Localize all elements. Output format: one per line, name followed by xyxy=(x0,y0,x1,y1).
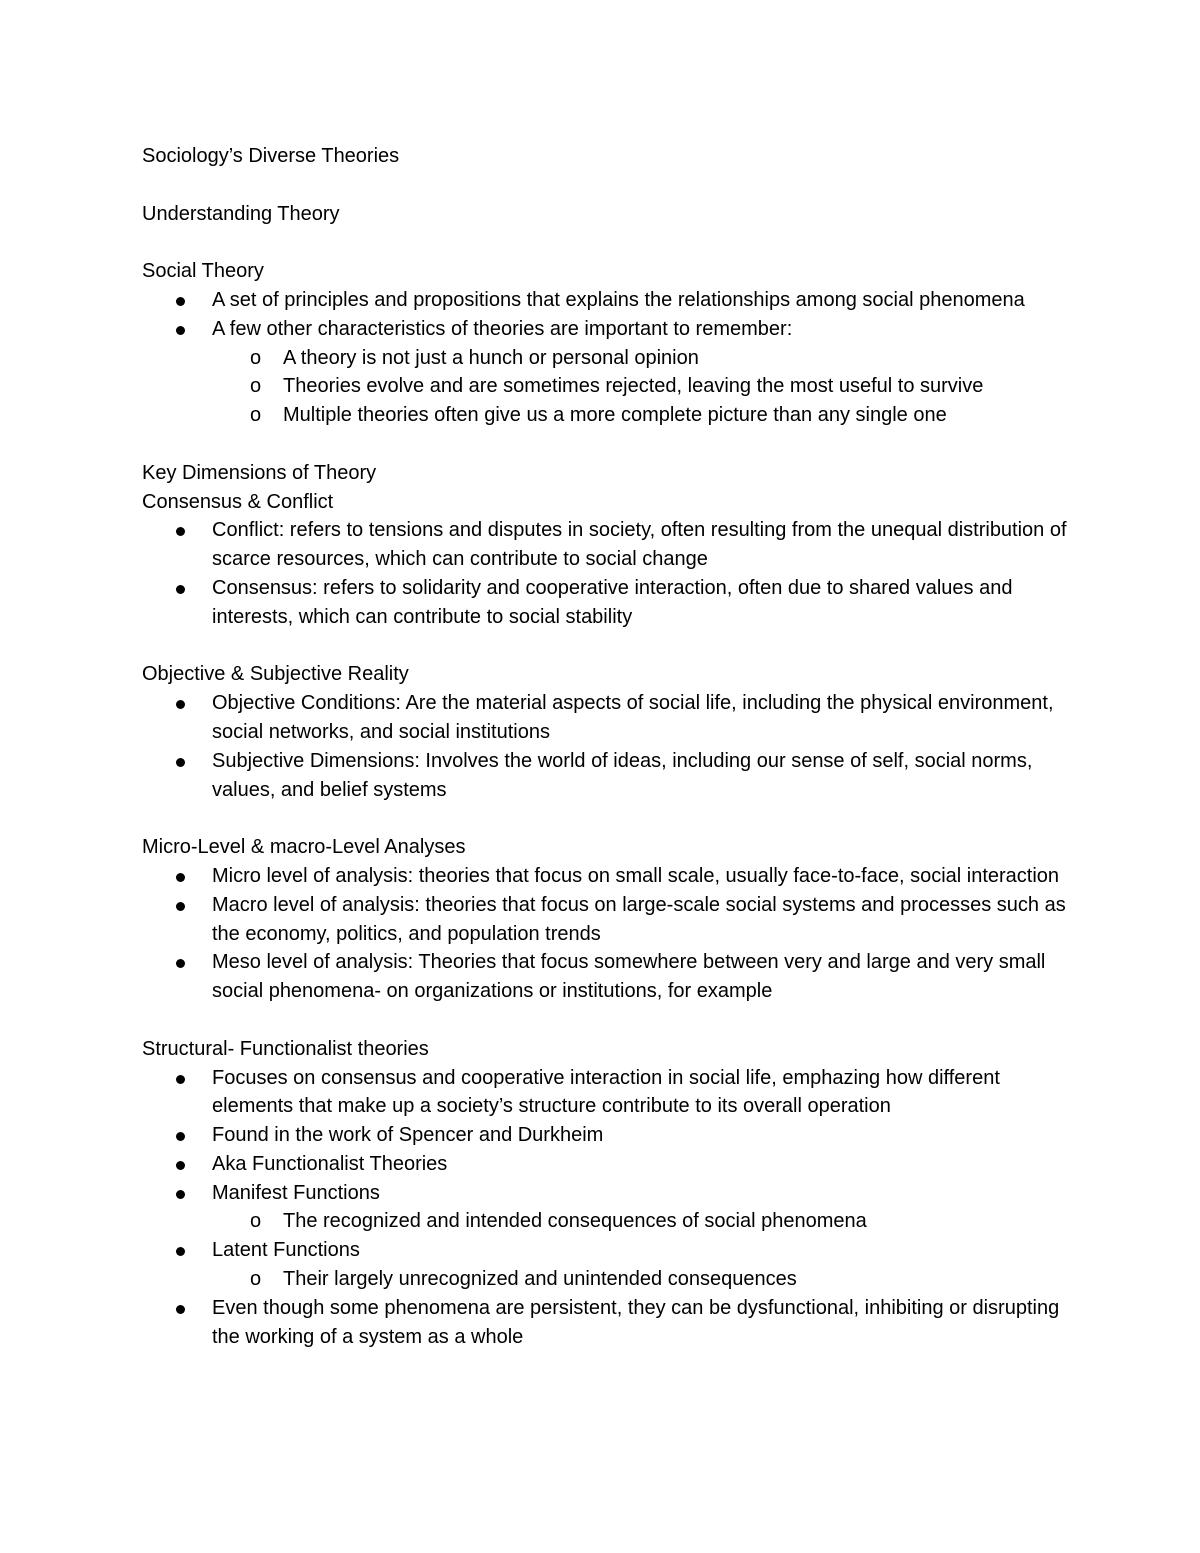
bullet-icon xyxy=(176,902,185,911)
list-item xyxy=(142,1179,1072,1208)
sub-list-item xyxy=(142,372,1072,401)
spacer xyxy=(142,632,1072,661)
bullet-icon xyxy=(176,758,185,767)
bullet-icon xyxy=(176,700,185,709)
list-item-text: Aka Functionalist Theories xyxy=(212,1152,448,1175)
list-item xyxy=(142,315,1072,344)
list-item-text: Micro level of analysis: theories that focus on small scale, usually face-to-face, social interaction xyxy=(212,864,1060,887)
list-item-text: Manifest Functions xyxy=(212,1181,380,1204)
section-heading-key-dimensions: Key Dimensions of Theory xyxy=(142,461,377,484)
list-item xyxy=(142,1150,1072,1179)
list-item xyxy=(142,516,1072,574)
sub-list-item xyxy=(142,1207,1072,1236)
bullet-icon xyxy=(176,1132,185,1141)
list-item xyxy=(142,1294,1072,1352)
document-subtitle: Understanding Theory xyxy=(142,202,340,225)
list-item xyxy=(142,948,1072,1006)
bullet-icon xyxy=(176,326,185,335)
document-page xyxy=(142,142,1072,1351)
list-item-text: Consensus: refers to solidarity and cooperative interaction, often due to shared values and interests, which can contribute to social stability xyxy=(212,576,1013,628)
bullet-icon xyxy=(176,1075,185,1084)
sub-list-item xyxy=(142,344,1072,373)
bullet-icon xyxy=(176,959,185,968)
list-item xyxy=(142,1121,1072,1150)
list-item xyxy=(142,1064,1072,1122)
sub-list-item-text: A theory is not just a hunch or personal opinion xyxy=(283,346,699,369)
list-item-text: Conflict: refers to tensions and disputes in society, often resulting from the unequal distribution of scarce resources, which can contribute to social change xyxy=(212,519,1067,571)
list-item xyxy=(142,574,1072,632)
bullet-icon xyxy=(176,527,185,536)
document-title: Sociology’s Diverse Theories xyxy=(142,145,400,167)
bullet-icon xyxy=(176,297,185,306)
bullet-icon xyxy=(176,1161,185,1170)
section-heading-micro-macro: Micro-Level & macro-Level Analyses xyxy=(142,836,466,859)
sub-list-item-text: Theories evolve and are sometimes rejected, leaving the most useful to survive xyxy=(283,375,984,398)
list-item-text: Meso level of analysis: Theories that focus somewhere between very and large and very small social phenomena- on organizations or institutions, for example xyxy=(212,951,1046,1003)
list-item xyxy=(142,689,1072,747)
sub-list-item-text: The recognized and intended consequences of social phenomena xyxy=(283,1210,867,1233)
list-item-text: Focuses on consensus and cooperative interaction in social life, emphazing how different elements that make up a society’s structure contribute to its overall operation xyxy=(212,1066,1000,1118)
list-item-text: Latent Functions xyxy=(212,1239,360,1262)
circle-bullet-icon: o xyxy=(250,375,262,398)
spacer xyxy=(142,228,1072,257)
spacer xyxy=(142,430,1072,459)
bullet-icon xyxy=(176,1190,185,1199)
sub-list-item-text: Their largely unrecognized and unintended consequences xyxy=(283,1268,797,1291)
bullet-icon xyxy=(176,1305,185,1314)
list-item xyxy=(142,747,1072,805)
list-item-text: A set of principles and propositions that explains the relationships among social phenomena xyxy=(212,288,1025,311)
section-heading-structural-functionalist: Structural- Functionalist theories xyxy=(142,1037,429,1060)
list-item-text: Objective Conditions: Are the material aspects of social life, including the physical environment, social networks, and social institutions xyxy=(212,692,1054,743)
section-heading-objective-subjective: Objective & Subjective Reality xyxy=(142,663,409,686)
list-item-text: Macro level of analysis: theories that focus on large-scale social systems and processes such as the economy, politics, and population trends xyxy=(212,893,1066,945)
list-item-text: Even though some phenomena are persistent, they can be dysfunctional, inhibiting or disrupting the working of a system as a whole xyxy=(212,1296,1060,1348)
circle-bullet-icon: o xyxy=(250,1268,262,1291)
list-item xyxy=(142,286,1072,315)
sub-list-item-text: Multiple theories often give us a more complete picture than any single one xyxy=(283,404,947,427)
circle-bullet-icon: o xyxy=(250,346,262,369)
list-item xyxy=(142,1236,1072,1265)
spacer xyxy=(142,171,1072,200)
bullet-icon xyxy=(176,1247,185,1256)
sub-list-item xyxy=(142,1265,1072,1294)
bullet-icon xyxy=(176,585,185,594)
list-item-text: Subjective Dimensions: Involves the world of ideas, including our sense of self, social norms, values, and belief systems xyxy=(212,749,1033,801)
list-item-text: Found in the work of Spencer and Durkheim xyxy=(212,1124,604,1147)
list-item-text: A few other characteristics of theories are important to remember: xyxy=(212,317,793,340)
circle-bullet-icon: o xyxy=(250,404,262,427)
section-heading-social-theory: Social Theory xyxy=(142,260,264,283)
sub-list-item xyxy=(142,401,1072,430)
circle-bullet-icon: o xyxy=(250,1210,262,1233)
subsection-heading-consensus-conflict: Consensus & Conflict xyxy=(142,490,334,513)
list-item xyxy=(142,862,1072,891)
spacer xyxy=(142,804,1072,833)
spacer xyxy=(142,1006,1072,1035)
list-item xyxy=(142,891,1072,949)
bullet-icon xyxy=(176,873,185,882)
